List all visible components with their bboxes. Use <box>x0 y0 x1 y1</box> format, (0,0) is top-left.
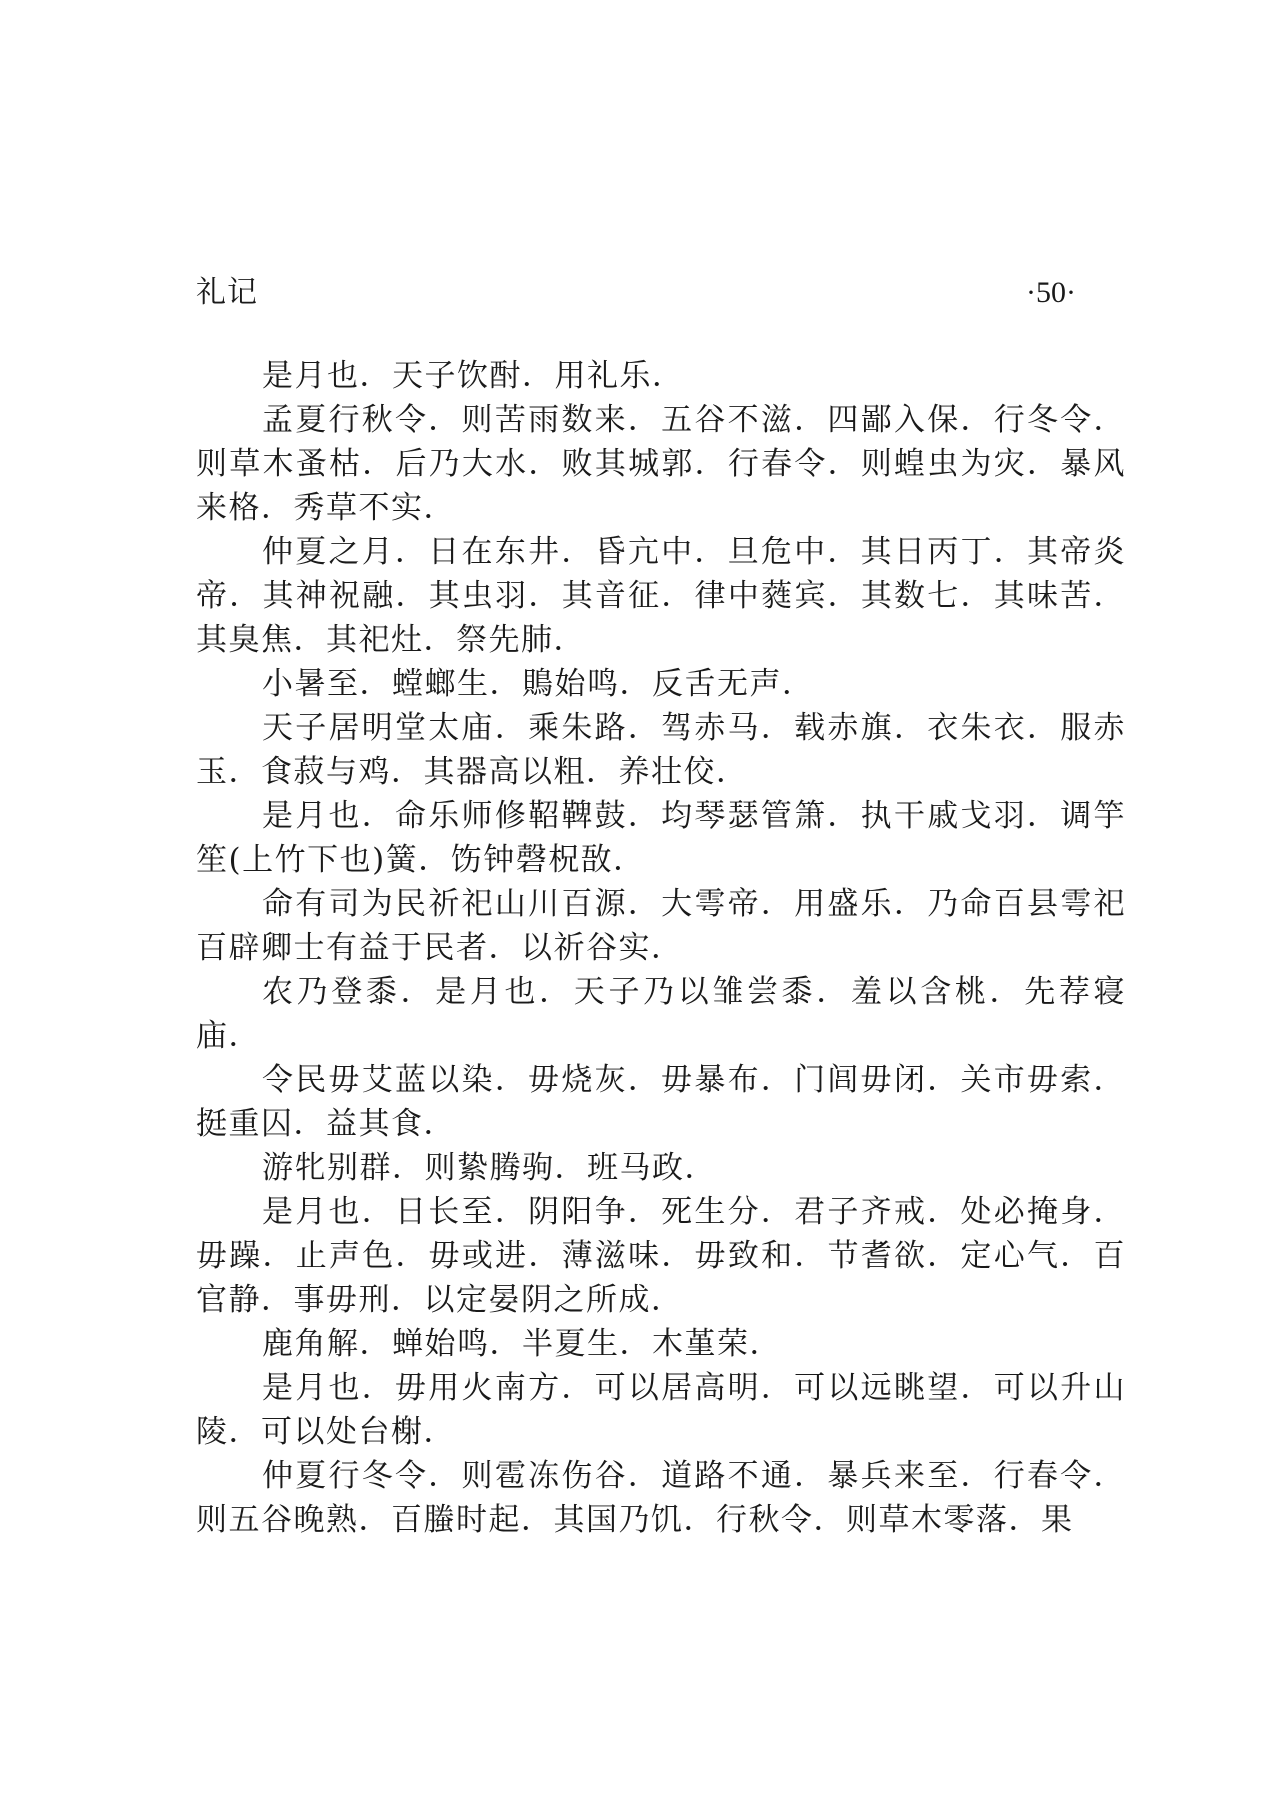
paragraph: 令民毋艾蓝以染．毋烧灰．毋暴布．门闾毋闭．关市毋索．挺重囚．益其食． <box>196 1062 1126 1142</box>
paragraph: 命有司为民祈祀山川百源．大雩帝．用盛乐．乃命百县雩祀百辟卿士有益于民者．以祈谷实． <box>196 886 1126 966</box>
body-text <box>196 354 1126 1542</box>
paragraph: 小暑至．螳螂生．鵙始鸣．反舌无声． <box>262 666 815 702</box>
paragraph: 是月也．天子饮酎．用礼乐． <box>262 358 685 394</box>
paragraph: 是月也．日长至．阴阳争．死生分．君子齐戒．处必掩身．毋躁．止声色．毋或进．薄滋味．毋致和．节耆欲．定心气．百官静．事毋刑．以定晏阴之所成． <box>196 1194 1126 1318</box>
book-title: 礼记 <box>196 275 258 310</box>
paragraph: 仲夏行冬令．则雹冻伤谷．道路不通．暴兵来至．行春令．则五谷晚熟．百螣时起．其国乃饥．行秋令．则草木零落．果 <box>196 1458 1126 1538</box>
paragraph: 游牝别群．则絷腾驹．班马政． <box>262 1150 717 1186</box>
paragraph: 是月也．命乐师修鞀鞞鼓．均琴瑟管箫．执干戚戈羽．调竽笙(上竹下也)簧．饬钟磬柷敔． <box>196 798 1126 878</box>
paragraph: 仲夏之月．日在东井．昏亢中．旦危中．其日丙丁．其帝炎帝．其神祝融．其虫羽．其音征．律中蕤宾．其数七．其味苦．其臭焦．其祀灶．祭先肺． <box>196 534 1126 658</box>
paragraph: 农乃登黍．是月也．天子乃以雏尝黍．羞以含桃．先荐寝庙． <box>196 974 1126 1054</box>
page-number: ·50· <box>1026 276 1076 309</box>
paragraph: 鹿角解．蝉始鸣．半夏生．木堇荣． <box>262 1326 782 1362</box>
paragraph: 天子居明堂太庙．乘朱路．驾赤马．载赤旗．衣朱衣．服赤玉．食菽与鸡．其器高以粗．养壮佼． <box>196 710 1126 790</box>
page-header <box>196 268 1076 318</box>
paragraph: 是月也．毋用火南方．可以居高明．可以远眺望．可以升山陵．可以处台榭． <box>196 1370 1126 1450</box>
paragraph: 孟夏行秋令．则苦雨数来．五谷不滋．四鄙入保．行冬令．则草木蚤枯．后乃大水．败其城郭．行春令．则蝗虫为灾．暴风来格．秀草不实． <box>196 402 1126 526</box>
